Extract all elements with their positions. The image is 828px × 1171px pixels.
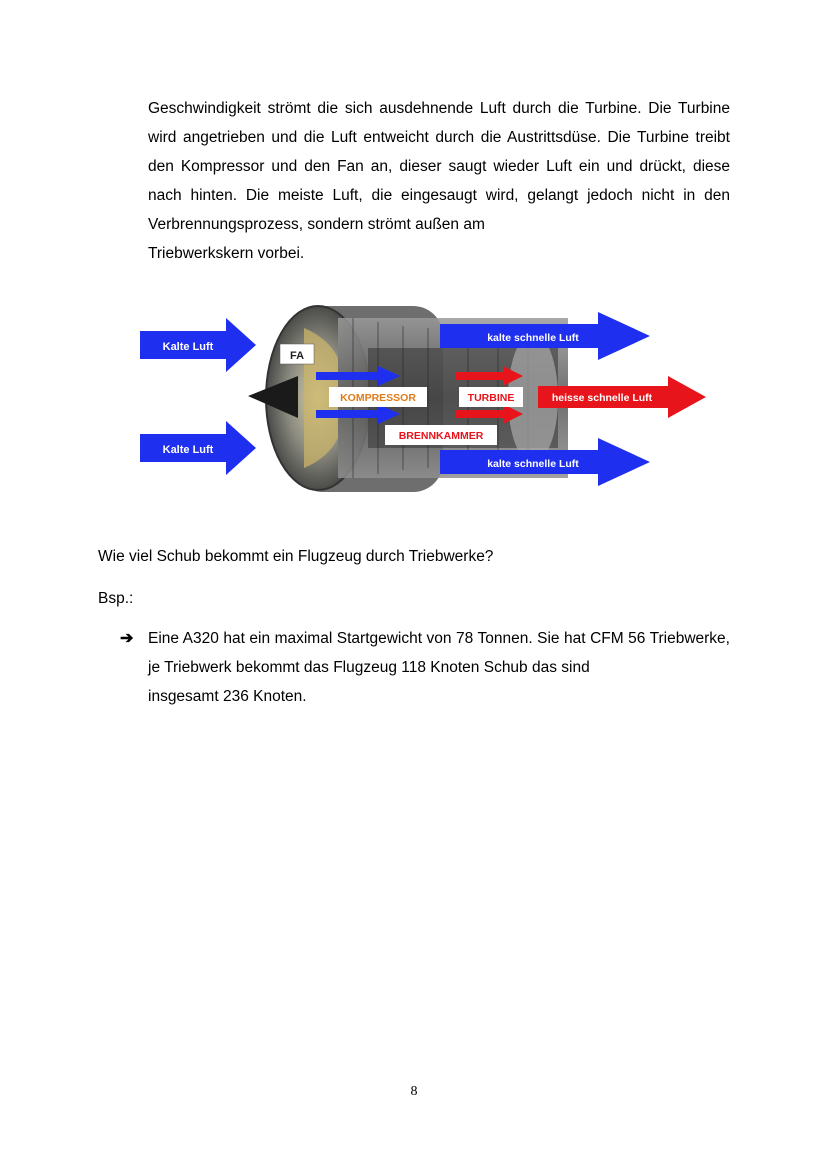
label-brennkammer: BRENNKAMMER [398,430,484,442]
example-line: Triebwerke, je Triebwerk bekommt das Flugzeug 118 Knoten Schub das sind [148,630,730,676]
paragraph-line: Turbine treibt den Kompressor und den Fan an, dieser saugt wieder Luft ein [148,129,730,175]
paragraph-line: Triebwerkskern vorbei. [148,245,305,262]
example-line: Eine A320 hat ein maximal Startgewicht von 78 Tonnen. Sie hat CFM 56 [148,630,646,647]
page-number: 8 [410,1084,418,1099]
example-text [148,624,730,711]
label-fa: FA [289,350,305,362]
paragraph-line: Geschwindigkeit strömt die sich ausdehnende Luft durch die Turbine. Die [148,100,672,117]
label-heisse-luft: heisse schnelle Luft [551,392,653,404]
label-kalte-schnelle-bottom: kalte schnelle Luft [487,458,579,470]
engine-diagram [138,298,718,498]
body-paragraph [148,94,730,268]
label-kompressor: KOMPRESSOR [340,392,416,404]
arrow-bullet-icon: ➔ [120,630,134,647]
question-heading: Wie viel Schub bekommt ein Flugzeug durch Triebwerke? [98,548,494,565]
label-kalte-luft-bottom: Kalte Luft [162,444,214,456]
label-kalte-luft-top: Kalte Luft [162,341,214,353]
paragraph-line: jedoch nicht in den Verbrennungsprozess, sondern strömt außen am [148,187,730,233]
example-line: insgesamt 236 Knoten. [148,688,307,705]
label-turbine: TURBINE [467,392,515,404]
label-kalte-schnelle-top: kalte schnelle Luft [487,332,579,344]
paragraph-line: Turbine wird angetrieben und die Luft entweicht durch die Austrittsdüse. Die [148,100,730,146]
paragraph-line: und drückt, diese nach hinten. Die meiste Luft, die eingesaugt wird, gelangt [148,158,730,204]
example-label: Bsp.: [98,590,134,607]
